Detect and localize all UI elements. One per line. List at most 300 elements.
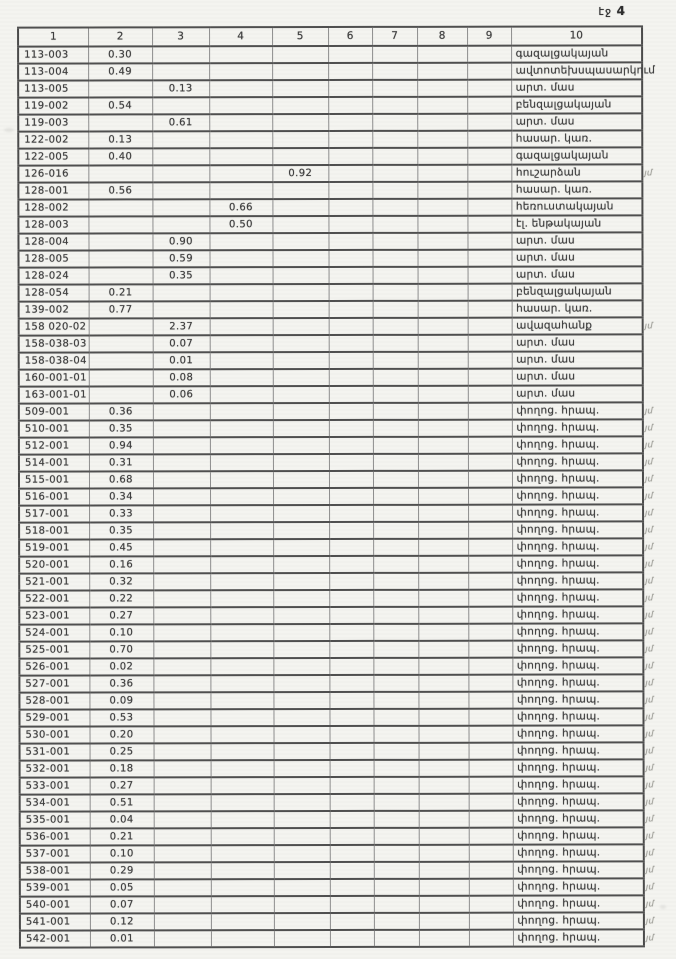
cell-empty: [210, 369, 273, 386]
cell-parcel-code: 526-001: [19, 659, 89, 676]
cell-parcel-code: 521-001: [19, 574, 89, 591]
cell-parcel-code: 128-003: [18, 217, 88, 234]
cell-empty: [209, 233, 272, 250]
cell-empty: [153, 641, 210, 658]
cell-empty: [211, 930, 274, 947]
cell-empty: [373, 607, 418, 624]
cell-empty: [154, 726, 211, 743]
cell-empty: [273, 301, 329, 318]
cell-area-value: 2.37: [153, 318, 210, 335]
handwritten-margin-note: յմ: [644, 168, 653, 179]
cell-empty: [468, 386, 512, 403]
cell-category: արտ. մաս: [512, 385, 643, 402]
cell-empty: [417, 114, 467, 131]
cell-parcel-code: 534-001: [20, 795, 90, 812]
cell-empty: [467, 131, 511, 148]
cell-category: արտ. մաս: [512, 266, 643, 283]
cell-category: փողոց. հրապ. յմ: [512, 555, 643, 572]
cell-empty: [329, 318, 373, 335]
cell-area-value: 0.02: [89, 658, 153, 675]
cell-area-value: 0.29: [90, 862, 154, 879]
cell-category: փողոց. հրապ. յմ: [513, 759, 644, 776]
cell-area-value: 0.31: [89, 454, 153, 471]
cell-parcel-code: 539-001: [20, 880, 90, 897]
cell-empty: [274, 777, 330, 794]
cell-area-value: 0.30: [88, 46, 152, 63]
cell-empty: [330, 896, 374, 913]
cell-empty: [210, 692, 273, 709]
cell-empty: [373, 471, 418, 488]
cell-parcel-code: 522-001: [19, 591, 89, 608]
cell-parcel-code: 128-024: [19, 268, 89, 285]
cell-empty: [417, 233, 467, 250]
cell-empty: [209, 80, 272, 97]
cell-empty: [418, 454, 468, 471]
cell-empty: [419, 760, 469, 777]
cell-area-value: 0.36: [89, 675, 153, 692]
handwritten-margin-note: յմ: [645, 508, 654, 519]
cell-area-value: 0.13: [152, 80, 209, 97]
table-row: [18, 198, 642, 216]
cell-category: փողոց. հրապ. յմ: [513, 895, 644, 912]
cell-parcel-code: 515-001: [19, 472, 89, 489]
cell-category: արտ. մաս: [512, 351, 643, 368]
cell-area-value: 0.16: [89, 556, 153, 573]
cell-empty: [153, 488, 210, 505]
cell-area-value: 0.34: [89, 488, 153, 505]
cell-category: գազալցակայան: [511, 147, 642, 164]
cell-empty: [152, 216, 209, 233]
cell-empty: [469, 743, 513, 760]
cell-empty: [418, 284, 468, 301]
column-header-6: 6: [328, 27, 372, 46]
cell-empty: [373, 403, 418, 420]
cell-empty: [273, 267, 329, 284]
cell-category: բենզալցակայան: [511, 96, 642, 113]
cell-empty: [468, 505, 512, 522]
cell-empty: [418, 437, 468, 454]
cell-empty: [328, 233, 372, 250]
cell-parcel-code: 512-001: [19, 438, 89, 455]
cell-category: արտ. մաս: [511, 79, 642, 96]
cell-category: փողոց. հրապ. յմ: [513, 776, 644, 793]
cell-empty: [467, 233, 511, 250]
cell-parcel-code: 113-003: [18, 47, 88, 64]
handwritten-margin-note: յմ: [645, 865, 654, 876]
cell-empty: [467, 97, 511, 114]
cell-empty: [468, 437, 512, 454]
cell-category: հասար. կառ.: [511, 181, 642, 198]
cell-empty: [373, 369, 418, 386]
cell-empty: [417, 216, 467, 233]
cell-empty: [468, 250, 512, 267]
cell-empty: [209, 97, 272, 114]
cell-empty: [419, 743, 469, 760]
table-row: [19, 640, 643, 658]
cell-empty: [328, 131, 372, 148]
cell-empty: [372, 46, 417, 63]
cell-parcel-code: 126-016: [18, 166, 88, 183]
cell-empty: [372, 216, 417, 233]
cell-empty: [373, 420, 418, 437]
cell-empty: [211, 862, 274, 879]
cell-empty: [154, 879, 211, 896]
cell-empty: [273, 403, 329, 420]
cell-empty: [468, 692, 512, 709]
cell-empty: [418, 692, 468, 709]
cell-empty: [152, 46, 209, 63]
scan-smudge: [660, 905, 666, 909]
table-row: [19, 317, 643, 335]
cell-parcel-code: 537-001: [20, 846, 90, 863]
cell-empty: [329, 335, 373, 352]
cell-empty: [153, 607, 210, 624]
cell-empty: [328, 182, 372, 199]
handwritten-margin-note: յմ: [645, 899, 655, 910]
cell-empty: [468, 607, 512, 624]
cell-empty: [468, 675, 512, 692]
table-row: [19, 538, 643, 556]
table-row: [18, 164, 642, 182]
cell-area-value: 0.21: [90, 828, 154, 845]
cell-empty: [272, 199, 328, 216]
cell-area-value: 0.21: [89, 284, 153, 301]
cell-area-value: 0.59: [153, 250, 210, 267]
cell-empty: [374, 777, 419, 794]
table-row: [19, 334, 643, 352]
cell-empty: [274, 896, 330, 913]
table-row: [20, 776, 644, 794]
table-row: [19, 249, 643, 267]
handwritten-margin-note: յմ: [644, 406, 654, 417]
cell-empty: [468, 556, 512, 573]
cell-empty: [153, 454, 210, 471]
cell-empty: [274, 726, 330, 743]
cell-empty: [153, 692, 210, 709]
handwritten-margin-note: յմ: [645, 746, 654, 757]
cell-empty: [330, 743, 374, 760]
cell-empty: [210, 267, 273, 284]
cell-empty: [467, 46, 511, 63]
cell-area-value: 0.08: [153, 369, 210, 386]
handwritten-margin-note: յմ: [645, 882, 655, 893]
column-header-5: 5: [272, 27, 328, 46]
cell-area-value: 0.94: [89, 437, 153, 454]
handwritten-margin-note: յմ: [645, 576, 654, 587]
cell-empty: [330, 811, 374, 828]
cell-empty: [329, 267, 373, 284]
cell-empty: [330, 828, 374, 845]
cell-empty: [272, 114, 328, 131]
cell-parcel-code: 532-001: [20, 761, 90, 778]
cell-parcel-code: 113-004: [18, 64, 88, 81]
table-row: [20, 861, 644, 879]
cell-area-value: 0.45: [89, 539, 153, 556]
cell-empty: [210, 607, 273, 624]
cell-category: հուշարձան յմ: [511, 164, 642, 181]
handwritten-margin-note: յմ: [645, 644, 654, 655]
cell-area-value: 0.33: [89, 505, 153, 522]
cell-empty: [210, 590, 273, 607]
cell-parcel-code: 520-001: [19, 557, 89, 574]
cell-empty: [329, 624, 373, 641]
cell-empty: [330, 794, 374, 811]
cell-area-value: 0.35: [89, 522, 153, 539]
cell-area-value: 0.68: [89, 471, 153, 488]
cell-empty: [154, 828, 211, 845]
cell-empty: [210, 454, 273, 471]
cell-empty: [154, 794, 211, 811]
cell-area-value: 0.53: [89, 709, 153, 726]
cell-empty: [469, 930, 513, 947]
cell-area-value: 0.13: [88, 131, 152, 148]
cell-empty: [329, 505, 373, 522]
cell-empty: [418, 590, 468, 607]
cell-empty: [329, 556, 373, 573]
cell-empty: [273, 284, 329, 301]
cell-empty: [153, 284, 210, 301]
cell-area-value: 0.51: [90, 794, 154, 811]
cell-empty: [209, 46, 272, 63]
cell-category: փողոց. հրապ. յմ: [512, 436, 643, 453]
handwritten-margin-note: յմ: [645, 525, 654, 536]
cell-empty: [329, 437, 373, 454]
cell-area-value: 0.25: [90, 743, 154, 760]
cell-empty: [419, 862, 469, 879]
cell-category: փողոց. հրապ. յմ: [512, 402, 643, 419]
cell-parcel-code: 518-001: [19, 523, 89, 540]
cell-area-value: 0.77: [89, 301, 153, 318]
cell-area-value: 0.61: [152, 114, 209, 131]
cell-empty: [418, 709, 468, 726]
cell-category: փողոց. հրապ. յմ: [513, 810, 644, 827]
cell-empty: [419, 845, 469, 862]
cell-empty: [89, 386, 153, 403]
table-row: [19, 657, 643, 675]
cell-category: փողոց. հրապ. յմ: [513, 912, 644, 929]
cell-empty: [274, 845, 330, 862]
cell-category: փողոց. հրապ. յմ: [512, 606, 643, 623]
cell-empty: [373, 658, 418, 675]
cell-parcel-code: 541-001: [20, 914, 90, 931]
table-row: [19, 385, 643, 403]
table-row: [19, 674, 643, 692]
table-row: [18, 79, 642, 97]
cell-empty: [210, 709, 273, 726]
cell-empty: [329, 386, 373, 403]
cell-empty: [373, 454, 418, 471]
cell-empty: [330, 845, 374, 862]
column-header-10: 10: [511, 26, 642, 45]
cell-empty: [329, 250, 373, 267]
table-row: [20, 742, 644, 760]
table-row: [18, 232, 642, 250]
cell-empty: [274, 760, 330, 777]
cell-empty: [418, 488, 468, 505]
cell-empty: [272, 131, 328, 148]
cell-empty: [329, 471, 373, 488]
cell-empty: [329, 369, 373, 386]
cell-empty: [274, 913, 330, 930]
cell-parcel-code: 122-005: [18, 149, 88, 166]
cell-empty: [272, 216, 328, 233]
table-row: [19, 453, 643, 471]
cell-empty: [211, 879, 274, 896]
cell-parcel-code: 542-001: [20, 931, 90, 948]
cell-empty: [373, 641, 418, 658]
cell-category: բենզալցակայան: [512, 283, 643, 300]
cell-empty: [273, 250, 329, 267]
cell-category: փողոց. հրապ. յմ: [512, 691, 643, 708]
cell-category: արտ. մաս: [512, 334, 643, 351]
cell-empty: [329, 403, 373, 420]
cell-empty: [468, 590, 512, 607]
cell-empty: [273, 352, 329, 369]
cell-empty: [374, 930, 419, 947]
cell-empty: [152, 148, 209, 165]
cell-empty: [328, 199, 372, 216]
cell-category: փողոց. հրապ. յմ: [512, 674, 643, 691]
cell-empty: [274, 794, 330, 811]
cell-empty: [329, 573, 373, 590]
cell-area-value: 0.35: [89, 420, 153, 437]
cell-empty: [469, 794, 513, 811]
cell-empty: [88, 80, 152, 97]
cell-empty: [418, 369, 468, 386]
cell-empty: [210, 488, 273, 505]
cell-area-value: 0.66: [209, 199, 272, 216]
cell-empty: [417, 63, 467, 80]
cell-empty: [272, 233, 328, 250]
cell-category: փողոց. հրապ. յմ: [513, 742, 644, 759]
cell-category: փողոց. հրապ. յմ: [512, 589, 643, 606]
cell-empty: [328, 97, 372, 114]
cell-empty: [330, 930, 374, 947]
cell-empty: [328, 165, 372, 182]
cell-empty: [373, 522, 418, 539]
handwritten-margin-note: յմ: [644, 474, 654, 485]
cell-empty: [468, 539, 512, 556]
table-header-row: [18, 26, 642, 46]
cell-empty: [418, 641, 468, 658]
cell-empty: [467, 216, 511, 233]
cell-empty: [272, 97, 328, 114]
page-label-number: 4: [616, 4, 626, 18]
table-row: [20, 793, 644, 811]
cell-category: փողոց. հրապ. յմ: [512, 640, 643, 657]
handwritten-margin-note: յմ: [645, 559, 654, 570]
cell-empty: [210, 301, 273, 318]
cell-empty: [210, 284, 273, 301]
cell-empty: [419, 777, 469, 794]
cell-empty: [330, 879, 374, 896]
cell-empty: [274, 743, 330, 760]
cell-empty: [153, 505, 210, 522]
cell-empty: [468, 318, 512, 335]
cell-empty: [330, 777, 374, 794]
cell-empty: [153, 403, 210, 420]
cell-empty: [210, 624, 273, 641]
cell-empty: [373, 675, 418, 692]
cell-empty: [418, 624, 468, 641]
cell-empty: [274, 930, 330, 947]
cell-empty: [329, 675, 373, 692]
cell-area-value: 0.05: [90, 879, 154, 896]
cell-empty: [373, 573, 418, 590]
cell-empty: [329, 352, 373, 369]
cell-parcel-code: 529-001: [19, 710, 89, 727]
cell-empty: [153, 301, 210, 318]
handwritten-margin-note: յմ: [645, 542, 654, 553]
cell-empty: [328, 80, 372, 97]
table-row: [18, 147, 642, 165]
cell-empty: [372, 148, 417, 165]
handwritten-margin-note: յմ: [644, 457, 654, 468]
cell-category: փողոց. հրապ. յմ: [513, 827, 644, 844]
cell-empty: [374, 896, 419, 913]
handwritten-margin-note: յմ: [645, 933, 655, 944]
cell-empty: [329, 488, 373, 505]
cell-category: փողոց. հրապ. յմ: [512, 470, 643, 487]
cell-empty: [468, 624, 512, 641]
cell-empty: [417, 131, 467, 148]
table-row: [20, 759, 644, 777]
cell-empty: [468, 420, 512, 437]
cell-area-value: 0.50: [209, 216, 272, 233]
cell-empty: [468, 369, 512, 386]
cell-area-value: 0.35: [153, 267, 210, 284]
cell-empty: [468, 267, 512, 284]
cell-empty: [372, 165, 417, 182]
cell-category: հեռուստակայան: [511, 198, 642, 215]
cell-parcel-code: 158 020-02: [19, 319, 89, 336]
cell-empty: [372, 97, 417, 114]
cell-empty: [373, 386, 418, 403]
cell-empty: [152, 199, 209, 216]
handwritten-margin-note: յմ: [645, 831, 654, 842]
cell-area-value: 0.06: [153, 386, 210, 403]
cell-category: փողոց. հրապ. յմ: [512, 487, 643, 504]
cell-empty: [417, 46, 467, 63]
cell-empty: [467, 182, 511, 199]
cell-empty: [374, 794, 419, 811]
page-label-word: էջ: [598, 5, 613, 18]
cell-empty: [273, 675, 329, 692]
cell-empty: [373, 301, 418, 318]
cell-empty: [211, 811, 274, 828]
cell-empty: [373, 505, 418, 522]
cell-empty: [468, 284, 512, 301]
cell-category: էլ. ենթակայան: [511, 215, 642, 232]
cell-area-value: 0.90: [152, 233, 209, 250]
table-row: [20, 844, 644, 862]
table-row: [18, 181, 642, 199]
cell-empty: [467, 114, 511, 131]
cell-category: փողոց. հրապ. յմ: [512, 572, 643, 589]
cell-empty: [210, 641, 273, 658]
cell-empty: [210, 437, 273, 454]
cell-empty: [373, 335, 418, 352]
handwritten-margin-note: յմ: [644, 440, 654, 451]
cell-empty: [418, 607, 468, 624]
cell-parcel-code: 510-001: [19, 421, 89, 438]
cell-parcel-code: 514-001: [19, 455, 89, 472]
cell-parcel-code: 517-001: [19, 506, 89, 523]
cell-empty: [89, 369, 153, 386]
cell-empty: [211, 896, 274, 913]
cell-category: փողոց. հրապ. յմ: [513, 878, 644, 895]
cell-empty: [418, 318, 468, 335]
